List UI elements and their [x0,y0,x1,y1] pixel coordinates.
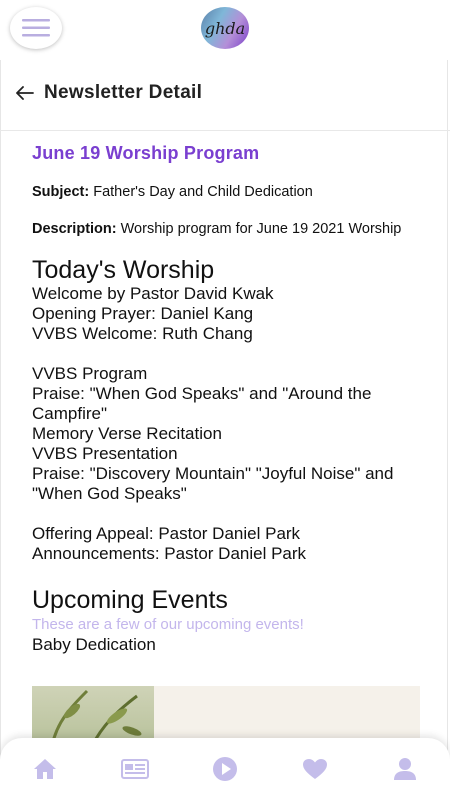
nav-newsletter[interactable] [115,749,155,789]
program-line: Announcements: Pastor Daniel Park [32,544,307,563]
events-heading: Upcoming Events [32,586,228,614]
top-bar [0,0,450,60]
description-row [32,219,422,240]
events-subheading: These are a few of our upcoming events! [32,616,304,633]
nav-favorites[interactable] [295,749,335,789]
program-line: VVBS Program [32,364,148,383]
home-icon [33,758,57,780]
subject-value: Father's Day and Child Dedication [93,184,313,200]
profile-icon [393,757,417,781]
program-line: Offering Appeal: Pastor Daniel Park [32,524,301,543]
program-line: Praise: "Discovery Mountain" "Joyful Noise" and "When God Speaks" [32,464,394,503]
detail-header [0,70,450,116]
newsletter-content [32,143,422,655]
program-line: Opening Prayer: Daniel Kang [32,304,254,323]
hamburger-icon [22,19,50,37]
heart-icon [302,758,328,780]
program-line: VVBS Presentation [32,444,178,463]
description-value: Worship program for June 19 2021 Worship [120,221,402,237]
menu-button[interactable] [10,7,62,49]
nav-profile[interactable] [385,749,425,789]
header-divider [0,130,450,131]
arrow-left-icon [16,86,34,100]
spacer [32,344,422,364]
event-image-plant [32,686,154,746]
subject-label: Subject: [32,184,90,200]
description-label: Description: [32,221,117,237]
subject-row [32,182,422,203]
worship-heading: Today's Worship [32,256,215,284]
newsletter-icon [121,758,149,780]
worship-program [32,284,422,564]
program-line: Memory Verse Recitation [32,424,222,443]
spacer [32,504,422,524]
app-logo[interactable]: ghda [201,7,249,49]
back-button[interactable] [14,82,36,104]
play-icon [212,756,238,782]
nav-home[interactable] [25,749,65,789]
program-line: Praise: "When God Speaks" and "Around the Campfire" [32,384,372,423]
event-image[interactable] [32,686,420,746]
bottom-nav [0,738,450,800]
nav-media[interactable] [205,749,245,789]
page-title: Newsletter Detail [44,82,203,103]
newsletter-title: June 19 Worship Program [32,143,260,163]
event-title[interactable]: Baby Dedication [32,635,156,654]
program-line: Welcome by Pastor David Kwak [32,284,274,303]
program-line: VVBS Welcome: Ruth Chang [32,324,253,343]
